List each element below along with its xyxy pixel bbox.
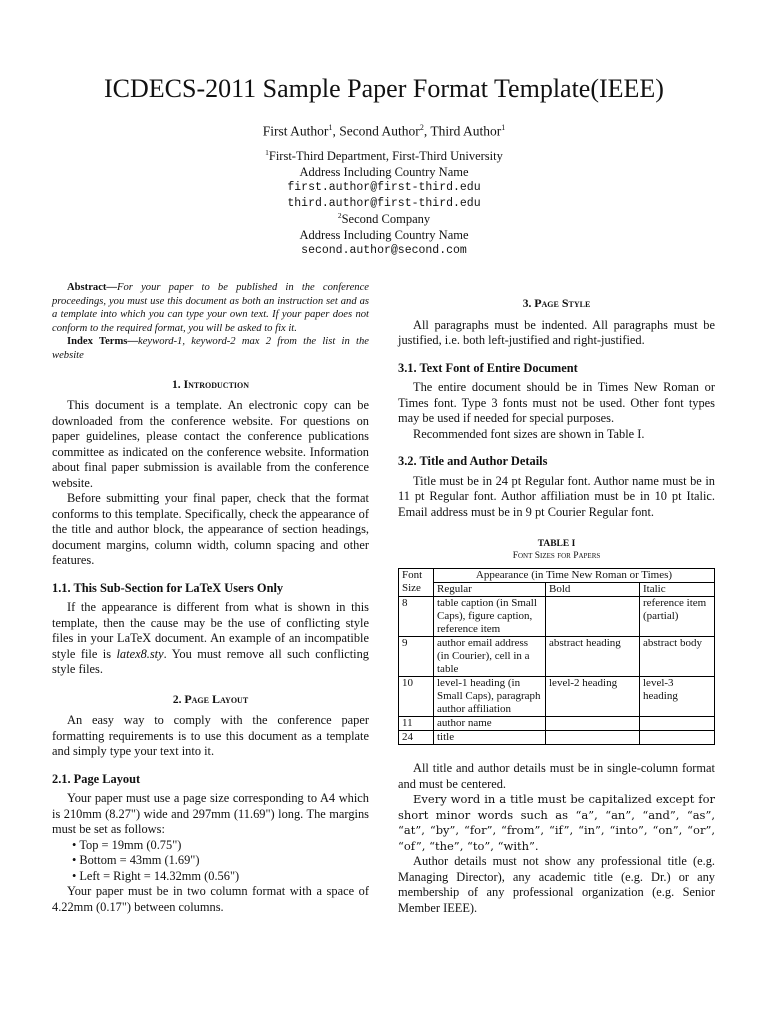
paragraph: An easy way to comply with the conference paper formatting requirements is to use this document as a template and simply type your text into it. bbox=[52, 713, 369, 759]
section-heading-page-layout bbox=[52, 692, 369, 709]
table-cell bbox=[640, 731, 715, 745]
table-cell: 24 bbox=[399, 731, 434, 745]
table-cell: 9 bbox=[399, 637, 434, 677]
author-name: Third Author bbox=[430, 123, 502, 139]
table-cell bbox=[546, 731, 640, 745]
table-cell bbox=[546, 717, 640, 731]
table-cell: abstract body bbox=[640, 637, 715, 677]
section-number: 3. bbox=[522, 298, 532, 310]
section-heading-introduction bbox=[52, 377, 369, 394]
header-text: Size bbox=[402, 582, 421, 594]
subsection-heading-title-author: 3.2. Title and Author Details bbox=[398, 454, 548, 468]
table-cell: abstract heading bbox=[546, 637, 640, 677]
affiliation-marker: 2 bbox=[337, 211, 342, 220]
table-row bbox=[399, 637, 715, 677]
paragraph: All title and author details must be in single-column format and must be centered. bbox=[398, 761, 715, 791]
paragraph-text: If the appearance is different from what is shown in this template, then the cause may be the use of conflicting style files in your LaTeX document. An example of an incompatible style file is bbox=[52, 600, 369, 661]
list-item: • Bottom = 43mm (1.69") bbox=[72, 853, 369, 869]
author-email: third.author@first-third.edu bbox=[287, 196, 481, 210]
header-text: Font bbox=[402, 569, 423, 581]
list-item: • Left = Right = 14.32mm (0.56") bbox=[72, 869, 369, 885]
table-cell: level-3 heading bbox=[640, 677, 715, 717]
table-header-cell: Italic bbox=[640, 583, 715, 597]
affiliation-line: First-Third Department, First-Third University bbox=[268, 149, 503, 164]
table-cell: 10 bbox=[399, 677, 434, 717]
paragraph: Your paper must be in two column format with a space of 4.22mm (0.17") between columns. bbox=[52, 884, 369, 914]
paragraph: Title must be in 24 pt Regular font. Author name must be in 11 pt Regular font. Author affiliation must be in 10 pt Italic. Email address must be in 9 pt Courier Regular font. bbox=[398, 473, 715, 519]
paper-title: ICDECS-2011 Sample Paper Format Template(IEEE) bbox=[104, 74, 664, 103]
font-size-table bbox=[398, 568, 715, 745]
affiliation-block-1 bbox=[0, 145, 768, 211]
table-caption: Font Sizes for Papers bbox=[512, 551, 601, 561]
subsection-heading-latex: 1.1. This Sub-Section for LaTeX Users Only bbox=[52, 580, 284, 595]
table-subheader-row bbox=[399, 583, 715, 597]
subsection-heading-text-font: 3.1. Text Font of Entire Document bbox=[398, 360, 578, 375]
paragraph: Author details must not show any professional title (e.g. Managing Director), any academic title (e.g. Dr.) or any membership of any professional organization (e.g. Senior Member IEEE). bbox=[398, 854, 715, 915]
author-email: first.author@first-third.edu bbox=[287, 181, 481, 195]
paragraph: All paragraphs must be indented. All paragraphs must be justified, i.e. both left-justified and right-justified. bbox=[398, 317, 715, 347]
table-cell: table caption (in Small Caps), figure caption, reference item bbox=[434, 597, 546, 637]
author-separator: , bbox=[423, 123, 431, 139]
paragraph bbox=[52, 600, 369, 678]
table-header-row bbox=[399, 569, 715, 583]
table-header-cell: Bold bbox=[546, 583, 640, 597]
paragraph: This document is a template. An electronic copy can be downloaded from the conference website. For questions on paper guidelines, please contact the conference publications committee as indicated on the conference website. Information about final paper submission is available from the conference website. bbox=[52, 398, 369, 490]
affiliation-block-2 bbox=[0, 208, 768, 259]
table-cell: level-2 heading bbox=[546, 677, 640, 717]
section-title: Page Layout bbox=[184, 691, 249, 706]
table-cell: title bbox=[434, 731, 546, 745]
abstract-label: Abstract— bbox=[67, 282, 118, 293]
section-heading-page-style bbox=[398, 296, 715, 313]
table-cell: level-1 heading (in Small Caps), paragraph author affiliation bbox=[434, 677, 546, 717]
table-number: TABLE I bbox=[537, 539, 576, 549]
author-name: Second Author bbox=[339, 123, 420, 139]
style-file-name: latex8.sty bbox=[116, 646, 164, 661]
paragraph: Every word in a title must be capitalized except for short minor words such as “a”, “an”, “and”, “as”, “at”, “by”, “for”, “from”, “if”, “in”, “into”, “on”, “or”, “of”, “the”, “to”, “with”. bbox=[398, 792, 715, 853]
author-email: second.author@second.com bbox=[301, 244, 467, 258]
section-title: Page Style bbox=[534, 296, 591, 310]
affiliation-line: Address Including Country Name bbox=[299, 227, 469, 242]
table-cell: 11 bbox=[399, 717, 434, 731]
table-cell: author name bbox=[434, 717, 546, 731]
list-item: • Top = 19mm (0.75") bbox=[72, 838, 369, 854]
abstract bbox=[52, 281, 369, 335]
margin-list bbox=[52, 838, 369, 885]
author-affiliation-marker: 1 bbox=[328, 123, 333, 132]
subsection-heading-page-layout: 2.1. Page Layout bbox=[52, 771, 141, 786]
index-terms-text: keyword-1, keyword-2 max 2 from the list in the website bbox=[52, 336, 369, 361]
author-separator: , bbox=[332, 123, 340, 139]
left-column bbox=[52, 281, 369, 915]
table-row bbox=[399, 717, 715, 731]
table-row bbox=[399, 597, 715, 637]
table-row bbox=[399, 731, 715, 745]
table-cell: reference item (partial) bbox=[640, 597, 715, 637]
index-terms-label: Index Terms— bbox=[67, 336, 139, 348]
table-header-cell bbox=[399, 569, 434, 597]
table-cell: 8 bbox=[399, 597, 434, 637]
affiliation-line: Address Including Country Name bbox=[299, 164, 469, 179]
table-cell bbox=[546, 597, 640, 637]
section-number: 1. bbox=[171, 378, 181, 391]
paragraph: The entire document should be in Times New Roman or Times font. Type 3 fonts must not be used. Other font types may be used if needed for special purposes. bbox=[398, 380, 715, 425]
author-affiliation-marker: 1 bbox=[501, 123, 506, 132]
table-header-cell: Appearance (in Time New Roman or Times) bbox=[434, 569, 715, 583]
right-column bbox=[398, 296, 715, 916]
author-list bbox=[0, 119, 768, 141]
paragraph: Before submitting your final paper, check that the format conforms to this template. Specifically, check the appearance of the title and author block, the appearance of section headings, document margins, column width, column spacing and other features. bbox=[52, 491, 369, 568]
table-header-cell: Regular bbox=[434, 583, 546, 597]
index-terms bbox=[52, 335, 369, 362]
paragraph: Your paper must use a page size corresponding to A4 which is 210mm (8.27") wide and 297mm (11.69") long. The margins must be set as follows: bbox=[52, 791, 369, 837]
author-affiliation-marker: 2 bbox=[419, 123, 424, 132]
affiliation-marker: 1 bbox=[265, 148, 269, 157]
table-row bbox=[399, 677, 715, 717]
table-cell: author email address (in Courier), cell in a table bbox=[434, 637, 546, 677]
paragraph-text: . You must remove all such conflicting style files. bbox=[52, 646, 369, 677]
abstract-text: For your paper to be published in the conference proceedings, you must use this document as both an instruction set and as a template into which you can type your own text. If your paper does not conform to the required format, you will be asked to fix it. bbox=[52, 282, 369, 334]
paragraph: Recommended font sizes are shown in Table I. bbox=[413, 426, 645, 441]
affiliation-line: Second Company bbox=[341, 212, 431, 227]
author-name: First Author bbox=[262, 123, 329, 139]
section-number: 2. bbox=[172, 693, 182, 706]
table-cell bbox=[640, 717, 715, 731]
section-title: Introduction bbox=[183, 376, 250, 391]
